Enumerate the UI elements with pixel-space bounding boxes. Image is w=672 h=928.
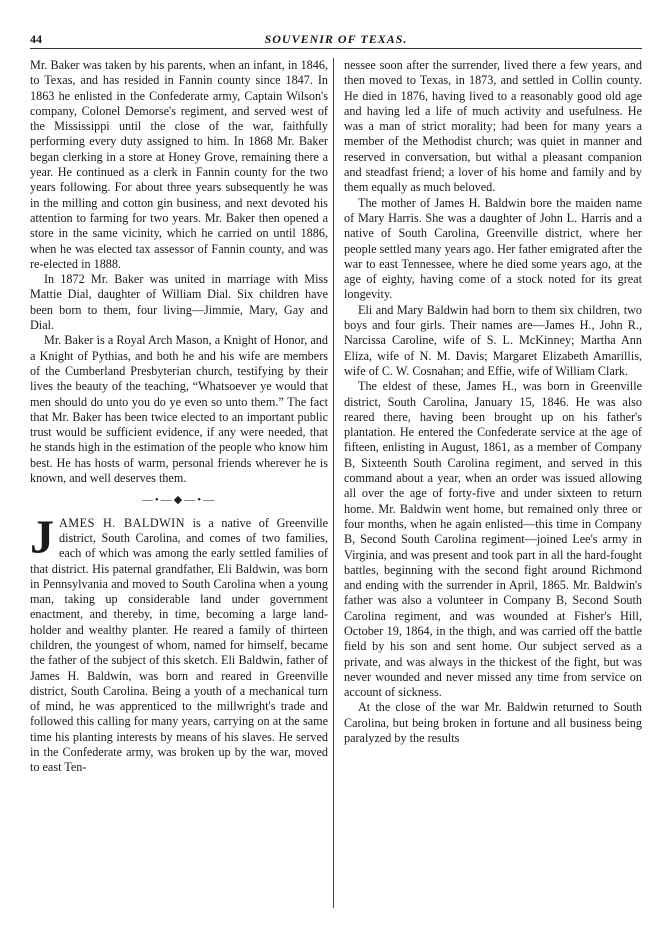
paragraph: Eli and Mary Baldwin had born to them six children, two boys and four girls. Their names are—James H., John R., Narcissa Caroline, wife of S. L. McKinney; Martha Ann Eliza, wife of N. M. Davis; Margaret Elizabeth Amarillis, wife of C. W. Cosnahan; and Effie, wife of William Clark. — [344, 302, 642, 378]
paragraph: Mr. Baker was taken by his parents, when an infant, in 1846, to Texas, and has resided in Fannin county since 1847. In 1863 he enlisted in the Confederate army, Captain Wilson's company, Colonel Demorse's regiment, and served west of the Mississippi until the close of the war, faithfully performing every duty assigned to him. In 1868 Mr. Baker began clerking in a store at Honey Grove, remaining there a year. He continued as a clerk in Fannin county for the two years following. For about three years subsequently he was in the milling and cotton gin business, and next devoted his attention to farming for two years. Mr. Baker then opened a store in the same vicinity, which he carried on until 1886, when he was elected tax assessor of Fannin county, and was re-elected in 1888. — [30, 58, 328, 271]
running-title: SOUVENIR OF TEXAS. — [264, 32, 408, 46]
page-header — [30, 32, 642, 49]
paragraph: At the close of the war Mr. Baldwin returned to South Carolina, but being broken in fortune and all business being paralyzed by the results — [344, 700, 642, 746]
article-lead-name: AMES H. BALDWIN — [59, 515, 185, 530]
drop-cap: J — [30, 510, 54, 564]
paragraph: The eldest of these, James H., was born in Greenville district, South Carolina, January 15, 1846. He was also reared there, having been brought up on his father's plantation. He entered the Confederate service at the age of fifteen, enlisting in August, 1861, as a member of Company B, Sixteenth South Carolina regiment, and served in this command about a year, when an order was issued allowing all over the age of forty-five and under sixteen to return home. Mr. Baldwin went home, but remained only three or four months, when he again enlisted—this time in Company B, Second South Carolina regiment—joined Lee's army in Virginia, and was present and took part in all the hard-fought battles, beginning with the second fight around Richmond and ending with the surrender in April, 1865. Mr. Baldwin's father was also a volunteer in Company B, Second South Carolina regiment, and was wounded at Fisher's Hill, October 19, 1864, in the thigh, and was carried off the battle field by his son and sent home. Our subject served as a private, and was always in the thickest of the fight, but was never wounded and never missed any time from service on account of sickness. — [344, 379, 642, 700]
column-divider — [333, 58, 334, 908]
paragraph: Mr. Baker is a Royal Arch Mason, a Knight of Honor, and a Knight of Pythias, and both he and his wife are members of the Cumberland Presbyterian church, testifying by their lives the beauty of the teaching, “Whatsoever ye would that men should do unto you do ye even so unto them.” The fact that Mr. Baker has been twice elected to an important public trust would be sufficient evidence, if any were needed, that he stands high in the estimation of the people who know him best. He has hosts of warm, personal friends wherever he is known, and well deserves them. — [30, 333, 328, 486]
left-column — [30, 58, 328, 776]
right-column — [344, 58, 642, 746]
paragraph: In 1872 Mr. Baker was united in marriage with Miss Mattie Dial, daughter of William Dial. Six children have been born to them, four living—Jimmie, Mary, Gay and Dial. — [30, 272, 328, 333]
section-ornament: —•—◆—•— — [141, 494, 217, 507]
paragraph: nessee soon after the surrender, lived there a few years, and then moved to Texas, in 1873, and settled in Collin county. He died in 1876, having lived to a reasonably good old age and having led a life of much activity and usefulness. He was a man of strict morality; had been for many years a member of the Methodist church; was quiet in manner and reserved in conversation, but withal a pleasant companion and steadfast friend; a lover of his home and family and by them equally as much beloved. — [344, 58, 642, 195]
paragraph: The mother of James H. Baldwin bore the maiden name of Mary Harris. She was a daughter of John L. Harris and a native of South Carolina, Greenville district, where her people settled many years ago. Her father emigrated after the war to east Tennessee, where he died some years ago, at the age of eighty, having come of a stock noted for its great longevity. — [344, 195, 642, 302]
article-body-text: is a native of Greenville district, South Carolina, and comes of two families, each of which was among the early settled families of that district. His paternal grandfather, Eli Baldwin, was born in Pennsylvania and moved to South Carolina when a young man, taking up considerable land under government enactment, and thereby, in time, becoming a large land-holder and wealthy planter. He reared a family of thirteen children, the youngest of whom, named for himself, became the father of the subject of this sketch. Eli Baldwin, father of James H. Baldwin, was born and reared in Greenville district, South Carolina. Being a youth of a mechanical turn of mind, he was apprenticed to the millwright's trade and followed this calling for many years, carrying on at the same time his planting interests by means of his slaves. He served in the Confederate army, was broken up by the war, moved to east Ten- — [30, 515, 329, 775]
page-number: 44 — [30, 32, 42, 46]
article-opening-paragraph — [30, 510, 329, 776]
